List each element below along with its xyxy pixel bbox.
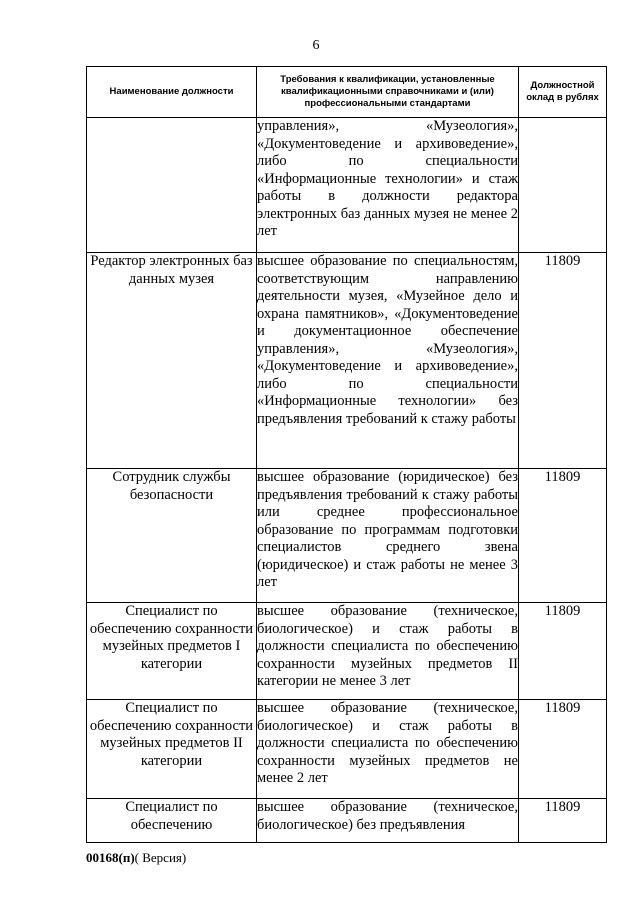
qualification-requirements: высшее образование (техническое, биологическое) и стаж работы в должности специалиста по обеспечению сохранности музейных предметов II категории не менее 3 лет bbox=[257, 603, 519, 700]
salary-value: 11809 bbox=[519, 253, 607, 469]
qualification-requirements: высшее образование (техническое, биологическое) без предъявления bbox=[257, 799, 519, 843]
positions-table bbox=[86, 66, 607, 843]
position-name: Редактор электронных баз данных музея bbox=[87, 253, 257, 469]
table-row bbox=[87, 603, 607, 700]
salary-value: 11809 bbox=[519, 799, 607, 843]
header-salary: Должностной оклад в рублях bbox=[519, 67, 607, 118]
position-name: Специалист по обеспечению bbox=[87, 799, 257, 843]
document-footer bbox=[86, 850, 186, 866]
document-code: 00168(п) bbox=[86, 850, 135, 865]
position-name: Специалист по обеспечению сохранности музейных предметов II категории bbox=[87, 700, 257, 799]
table-row bbox=[87, 799, 607, 843]
table-row bbox=[87, 469, 607, 603]
qualification-requirements: высшее образование (техническое, биологическое) и стаж работы в должности специалиста по обеспечению сохранности музейных предметов не менее 2 лет bbox=[257, 700, 519, 799]
page-number: 6 bbox=[312, 38, 320, 53]
table-row bbox=[87, 700, 607, 799]
header-position-name: Наименование должности bbox=[87, 67, 257, 118]
salary-value: 11809 bbox=[519, 700, 607, 799]
position-name bbox=[87, 118, 257, 253]
qualification-requirements: управления», «Музеология», «Документоведение и архивоведение», либо по специальности «Информационные технологии» и стаж работы в должности редактора электронных баз данных музея не менее 2 лет bbox=[257, 118, 519, 253]
salary-value: 11809 bbox=[519, 469, 607, 603]
qualification-requirements: высшее образование по специальностям, соответствующим направлению деятельности музея, «Музейное дело и охрана памятников», «Документоведение и документационное обеспечение управления», «Музеология», «Документоведение и архивоведение», либо по специальности «Информационные технологии» без предъявления требований к стажу работы bbox=[257, 253, 519, 469]
document-version: ( Версия) bbox=[134, 850, 187, 865]
qualification-requirements: высшее образование (юридическое) без предъявления требований к стажу работы или среднее профессиональное образование по программам подготовки специалистов среднего звена (юридическое) и стаж работы не менее 3 лет bbox=[257, 469, 519, 603]
header-qualification-requirements: Требования к квалификации, установленные квалификационными справочниками и (или) профессиональными стандартами bbox=[257, 67, 519, 118]
salary-value: 11809 bbox=[519, 603, 607, 700]
table-header-row bbox=[87, 67, 607, 118]
table-row bbox=[87, 118, 607, 253]
position-name: Специалист по обеспечению сохранности музейных предметов I категории bbox=[87, 603, 257, 700]
position-name: Сотрудник службы безопасности bbox=[87, 469, 257, 603]
salary-value bbox=[519, 118, 607, 253]
table-row bbox=[87, 253, 607, 469]
